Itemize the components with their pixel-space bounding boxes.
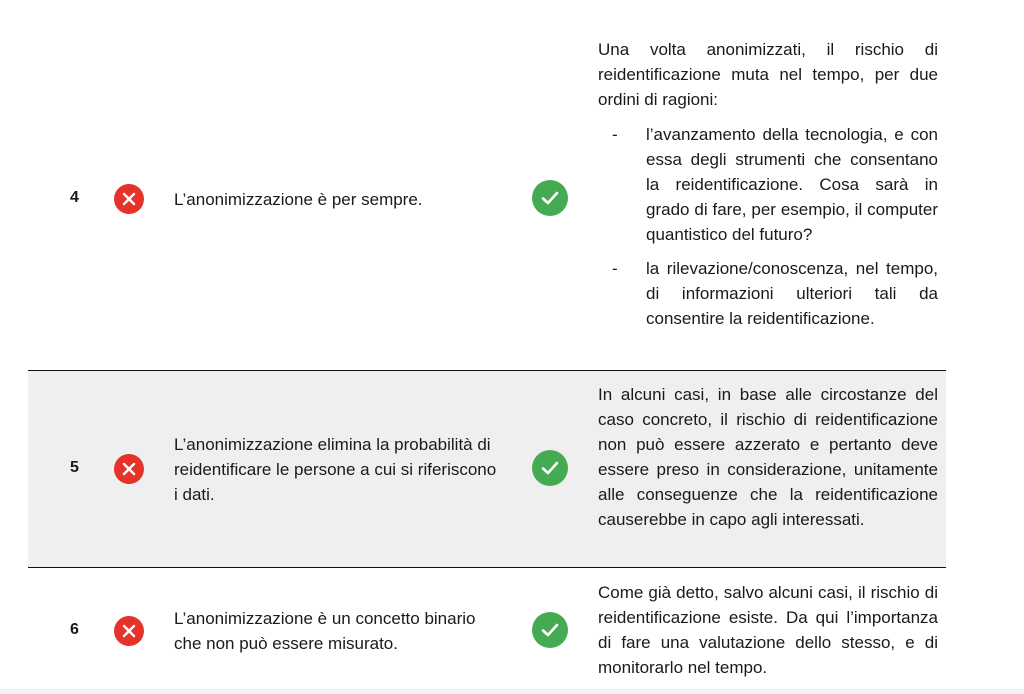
explanation-intro: Una volta anonimizzati, il rischio di reidentificazione muta nel tempo, per due ordini di ragioni: [598, 40, 938, 109]
table-row [28, 0, 946, 371]
myth-statement: L’anonimizzazione è per sempre. [174, 190, 423, 209]
myth-statement: L’anonimizzazione è un concetto binario che non può essere misurato. [174, 609, 476, 653]
fact-explanation [598, 580, 938, 680]
table-row [28, 568, 946, 690]
row-number: 6 [70, 621, 79, 638]
explanation-bullets [598, 122, 938, 331]
bullet-text: l’avanzamento della tecnologia, e con essa degli strumenti che consentano la reidentificazione. Cosa sarà in grado di fare, per esempio, il computer quantistico del futuro? [646, 125, 938, 244]
bullet-dash: - [612, 125, 618, 144]
list-item [598, 122, 938, 247]
bullet-text: la rilevazione/conoscenza, nel tempo, di informazioni ulteriori tali da consentire la reidentificazione. [646, 259, 938, 328]
x-circle-icon [114, 184, 144, 214]
table-row [28, 371, 946, 568]
check-circle-icon [532, 450, 568, 486]
fact-explanation [598, 382, 938, 532]
explanation-intro: In alcuni casi, in base alle circostanze del caso concreto, il rischio di reidentificazione non può essere azzerato e pertanto deve essere preso in considerazione, unitamente alle conseguenze che la reidentificazione causerebbe in capo agli interessati. [598, 385, 938, 529]
check-circle-icon [532, 180, 568, 216]
row-number: 5 [70, 459, 79, 476]
page-bottom-edge [0, 689, 1024, 694]
row-number: 4 [70, 189, 79, 206]
list-item [598, 256, 938, 331]
check-circle-icon [532, 612, 568, 648]
fact-explanation [598, 37, 938, 331]
x-circle-icon [114, 616, 144, 646]
myths-table [28, 0, 946, 690]
explanation-intro: Come già detto, salvo alcuni casi, il rischio di reidentificazione esiste. Da qui l’importanza di fare una valutazione dello stesso, e di monitorarlo nel tempo. [598, 583, 938, 677]
bullet-dash: - [612, 259, 618, 278]
x-circle-icon [114, 454, 144, 484]
myth-statement: L’anonimizzazione elimina la probabilità di reidentificare le persone a cui si riferiscono i dati. [174, 435, 497, 504]
